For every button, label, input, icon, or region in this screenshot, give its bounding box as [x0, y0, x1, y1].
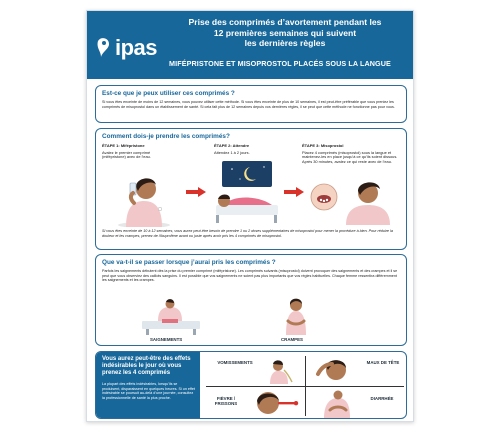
woman-drinking-illustration [116, 169, 172, 227]
woman-sleeping-illustration [212, 159, 280, 225]
headache-illustration [312, 356, 358, 384]
step-2-title: ÉTAPE 2: Attendre [214, 143, 250, 148]
vomiting-illustration [264, 358, 300, 384]
label-diarrhea: DIARRHÉE [370, 396, 394, 401]
section-what-happens-body: Parfois les saignements débutent dès la prise du premier comprimé (mifépristone). Les comprimés suivants (misoprostol) doivent provoquer des saignements et des crampes et il se peut que vous observiez des caillots sanguins. Il est possible que vos saignements ne soient pas plus importants que vos règles habituelles. Chaque femme ressentira différemment les saignements et les crampes. [102, 269, 398, 283]
arrow-right-icon [186, 187, 206, 197]
section-eligibility-body: Si vous êtes enceinte de moins de 12 semaines, vous pouvez utiliser cette méthode. Si vous êtes enceinte de plus de 10 semaines, il est peut-être préférable que vous preniez les comprimés de misoprostol dans un établissement de santé. Si cela fait plus de 12 semaines depuis vos dernières règles, il se peut que cette méthode ne fonctionne pas pour vous. [102, 100, 395, 109]
poster-title [167, 17, 403, 49]
poster [86, 10, 414, 422]
label-vomiting: VOMISSEMENTS [217, 360, 253, 365]
step-3-text: Placez 4 comprimés (misoprostol) sous la langue et maintenez-les en place jusqu’à ce qu’ils soient dissous. Après 30 minutes, avalez ce qui reste avec de l’eau. [302, 149, 398, 164]
grid-divider-horizontal [206, 386, 404, 387]
woman-cramps-illustration [276, 295, 316, 335]
side-effects-grid [202, 352, 407, 419]
label-bleeding: SAIGNEMENTS [150, 337, 183, 342]
step-2 [214, 144, 284, 155]
ipas-logo-icon [95, 37, 113, 59]
side-effects-panel [96, 352, 200, 418]
logo-text: ipas [115, 35, 158, 60]
section-eligibility [95, 85, 407, 123]
section-how-to-take [95, 128, 407, 250]
side-effects-body: La plupart des effets indésirables, lorsqu’ils se produisent, disparaissent en quelques heures. Si un effet indésirable se poursuit au-delà d’une journée, consultez la professionnelle de santé la plus proche. [102, 382, 196, 400]
section-how-to-take-title: Comment dois-je prendre les comprimés? [102, 133, 230, 140]
title-line-3: les dernières règles [244, 38, 326, 48]
poster-subtitle: MIFÉPRISTONE ET MISOPROSTOL PLACÉS SOUS LA LANGUE [169, 59, 391, 68]
arrow-right-icon [284, 187, 304, 197]
step-1 [102, 144, 172, 160]
label-cramps: CRAMPES [281, 337, 303, 342]
section-what-happens [95, 254, 407, 346]
pills-under-tongue-illustration [310, 177, 402, 227]
section-eligibility-title: Est-ce que je peux utiliser ces comprimés ? [102, 90, 235, 97]
step-note: Si vous êtes enceinte de 10 à 12 semaines, vous aurez peut-être besoin de prendre 1 ou 2 doses supplémentaires de misoprostol pour mener la procédure à bien. Pour réduire la douleur et les crampes, prenez de l’ibuprofène avant ou juste après avoir pris les 4 comprimés de misoprostol. [102, 229, 393, 238]
label-fever: FIÈVRE / FRISSONS [214, 396, 238, 406]
section-side-effects [95, 351, 407, 419]
step-2-text: Attendez 1 à 2 jours. [214, 149, 250, 155]
fever-illustration [248, 389, 302, 417]
step-3-title: ÉTAPE 3: Misoprostol [302, 143, 344, 148]
step-3 [302, 144, 402, 164]
woman-bleeding-illustration [136, 299, 206, 335]
label-headache: MAUX DE TÊTE [366, 360, 400, 365]
diarrhea-illustration [316, 390, 356, 418]
title-line-2: 12 premières semaines qui suivent [213, 27, 357, 38]
side-effects-title: Vous aurez peut-être des effets indésirables le jour où vous prenez les 4 comprimés [102, 356, 191, 376]
step-1-text: Avalez le premier comprimé (mifépristone) avec de l’eau. [102, 149, 151, 160]
title-line-1: Prise des comprimés d’avortement pendant les [188, 17, 382, 27]
section-what-happens-title: Que va-t-il se passer lorsque j’aurai pris les comprimés ? [102, 259, 276, 266]
step-1-title: ÉTAPE 1: Mifépristone [102, 143, 145, 148]
poster-header [87, 11, 414, 79]
ipas-logo [95, 35, 165, 61]
